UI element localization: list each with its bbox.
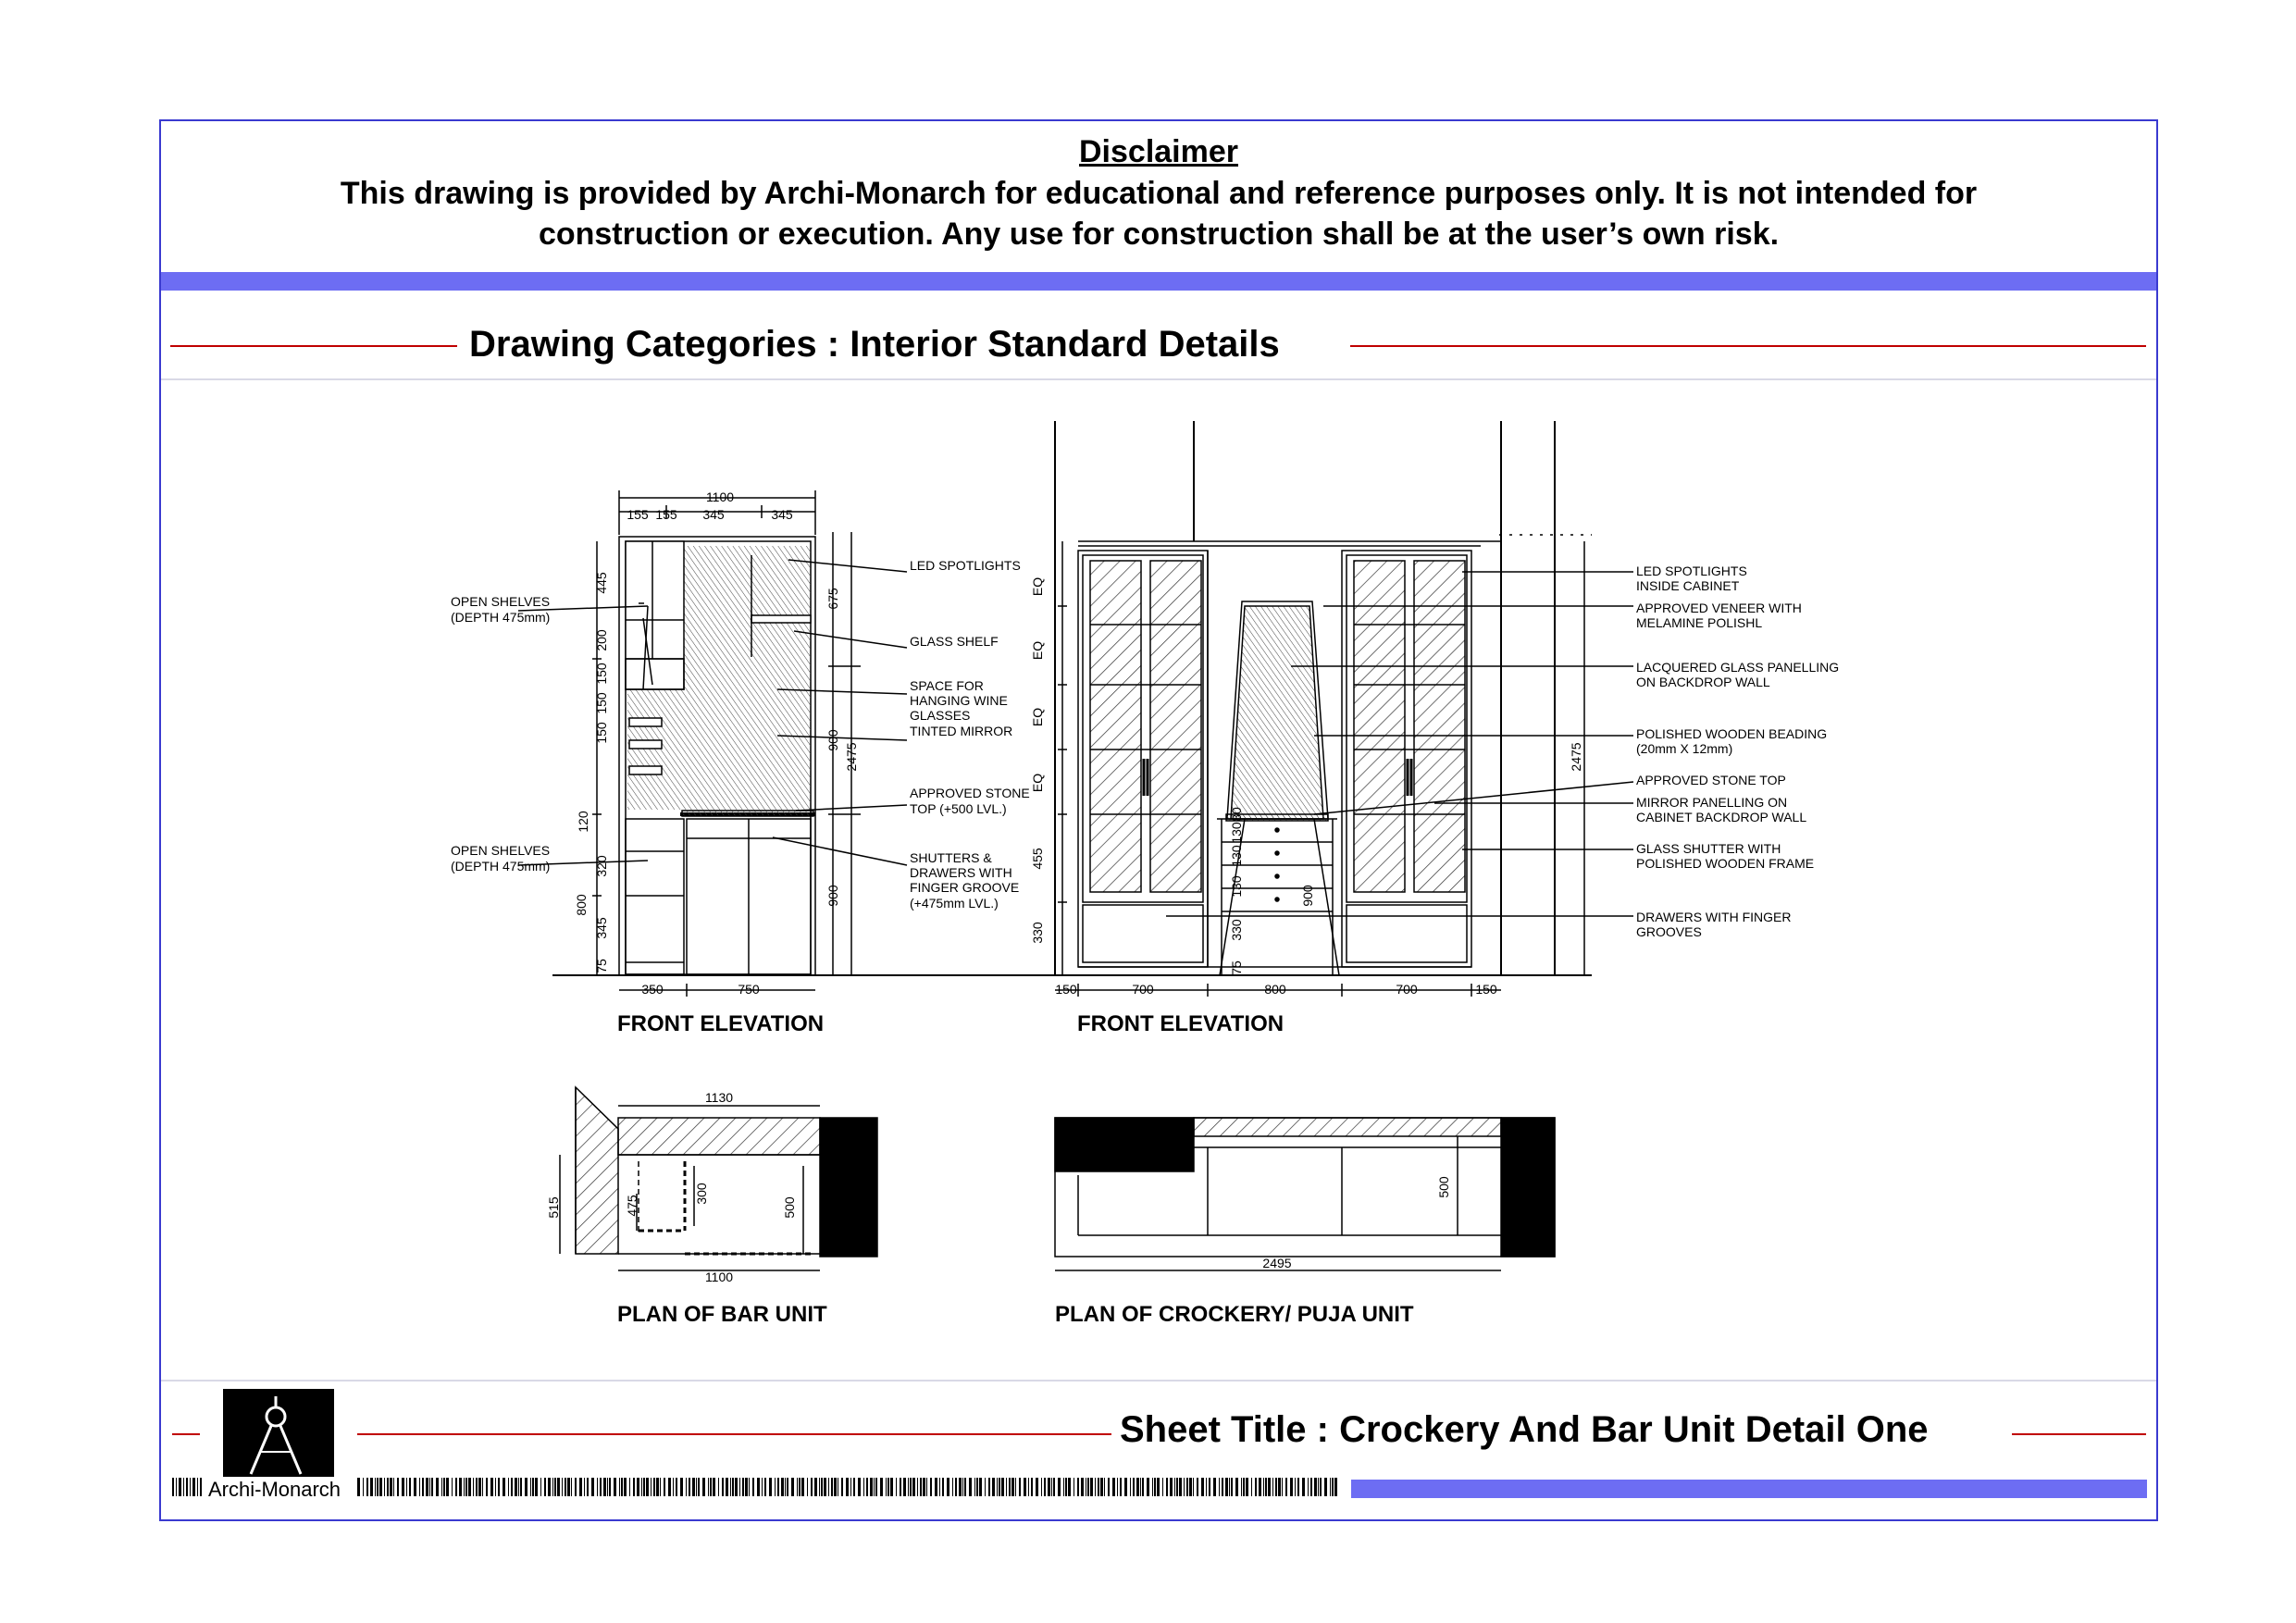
crock-plan-dim-right: 500 [1436, 1176, 1451, 1198]
bar-label-open-shelves-top-depth: (DEPTH 475mm) [451, 610, 551, 625]
bar-dim-345b: 345 [771, 507, 793, 522]
crock-dim-75: 75 [1229, 960, 1244, 975]
crock-label-beading-2: (20mm X 12mm) [1636, 741, 1733, 756]
bar-dim-200: 200 [594, 629, 609, 651]
bar-dim-445: 445 [594, 572, 609, 594]
bar-dim-150c: 150 [594, 722, 609, 744]
bar-label-shutters-3: FINGER GROOVE [910, 880, 1020, 895]
crock-dim-130c: 130 [1229, 822, 1244, 844]
crock-dim-eq1: EQ [1030, 576, 1045, 597]
bar-plan-dim-top: 1130 [704, 1090, 734, 1105]
bar-label-stone-1: APPROVED STONE [910, 786, 1030, 800]
brand-name: Archi-Monarch [208, 1478, 341, 1501]
crock-dim-150a: 150 [1055, 982, 1077, 997]
bar-dim-150a: 150 [594, 663, 609, 685]
bar-dim-total: 1100 [705, 489, 735, 504]
bar-dim-150b: 150 [594, 692, 609, 714]
bar-plan-dim-bottom: 1100 [704, 1270, 734, 1284]
bar-dim-155a: 155 [627, 507, 649, 522]
crock-dim-900: 900 [1300, 885, 1315, 907]
crock-dim-130b: 130 [1229, 845, 1244, 867]
crock-dim-800: 800 [1264, 982, 1286, 997]
bar-dim-750: 750 [738, 982, 760, 997]
bar-label-space-2: HANGING WINE [910, 693, 1008, 708]
crock-label-lacquered-1: LACQUERED GLASS PANELLING [1636, 660, 1840, 675]
bar-label-open-shelves-top: OPEN SHELVES [451, 594, 551, 609]
bar-label-shutters-4: (+475mm LVL.) [910, 896, 999, 911]
bar-label-stone-2: TOP (+500 LVL.) [910, 801, 1007, 816]
disclaimer-title: Disclaimer [1079, 134, 1238, 169]
bar-label-space-3: GLASSES [910, 708, 971, 723]
bar-dim-155b: 155 [655, 507, 677, 522]
crock-dim-150b: 150 [1475, 982, 1497, 997]
crock-dim-455: 455 [1030, 848, 1045, 870]
bar-dim-350: 350 [641, 982, 664, 997]
crock-label-led-2: INSIDE CABINET [1636, 578, 1740, 593]
crock-dim-eq4: EQ [1030, 773, 1045, 793]
crock-dim-80: 80 [1229, 807, 1244, 822]
crock-label-lacquered-2: ON BACKDROP WALL [1636, 675, 1770, 689]
crock-dim-2475: 2475 [1569, 742, 1583, 772]
bar-elevation-title: FRONT ELEVATION [617, 1011, 825, 1036]
crock-label-mirror-2: CABINET BACKDROP WALL [1636, 810, 1807, 824]
crock-dim-eq3: EQ [1030, 707, 1045, 727]
crock-label-drawers-2: GROOVES [1636, 924, 1702, 939]
crockery-front-elevation [1030, 421, 1839, 1036]
crock-dim-m330: 330 [1229, 919, 1244, 941]
bar-dim-75: 75 [594, 959, 609, 973]
bar-dim-320: 320 [594, 855, 609, 877]
bar-dim-345: 345 [594, 917, 609, 939]
bar-dim-345a: 345 [702, 507, 725, 522]
crock-label-glass-2: POLISHED WOODEN FRAME [1636, 856, 1815, 871]
bar-label-open-shelves-bottom-depth: (DEPTH 475mm) [451, 859, 551, 873]
bar-dim-900b: 900 [825, 885, 840, 907]
crock-label-veneer-2: MELAMINE POLISHL [1636, 615, 1763, 630]
sheet-title: Sheet Title : Crockery And Bar Unit Detail One [1120, 1409, 1929, 1450]
crock-dim-700a: 700 [1132, 982, 1154, 997]
bar-dim-800: 800 [574, 894, 589, 916]
bar-label-tinted: TINTED MIRROR [910, 724, 1013, 738]
crock-label-drawers-1: DRAWERS WITH FINGER [1636, 910, 1792, 924]
bar-dim-2475: 2475 [844, 742, 859, 772]
crock-label-glass-1: GLASS SHUTTER WITH [1636, 841, 1781, 856]
bar-dim-675: 675 [825, 588, 840, 610]
disclaimer-line-1: This drawing is provided by Archi-Monarch for educational and reference purposes only. It is not intended for [340, 176, 1978, 211]
bar-plan-dim-300: 300 [694, 1183, 709, 1205]
bar-plan [546, 1087, 877, 1327]
bar-plan-dim-left: 515 [546, 1196, 561, 1219]
category-title: Drawing Categories : Interior Standard Details [469, 324, 1280, 365]
crock-label-beading-1: POLISHED WOODEN BEADING [1636, 726, 1828, 741]
crock-dim-700b: 700 [1396, 982, 1418, 997]
crock-plan-dim-bottom: 2495 [1262, 1256, 1292, 1270]
bar-label-led: LED SPOTLIGHTS [910, 558, 1021, 573]
bar-plan-title: PLAN OF BAR UNIT [617, 1302, 827, 1327]
bar-label-glass-shelf: GLASS SHELF [910, 634, 999, 649]
bar-label-shutters-1: SHUTTERS & [910, 850, 992, 865]
crockery-elevation-title: FRONT ELEVATION [1077, 1011, 1285, 1036]
bar-dim-900a: 900 [825, 729, 840, 751]
disclaimer-line-2: construction or execution. Any use for construction shall be at the user’s own risk. [538, 217, 1780, 252]
crock-dim-130a: 130 [1229, 875, 1244, 898]
bar-dim-120: 120 [576, 811, 590, 833]
crock-label-led-1: LED SPOTLIGHTS [1636, 564, 1747, 578]
crock-label-mirror-1: MIRROR PANELLING ON [1636, 795, 1788, 810]
crock-dim-eq2: EQ [1030, 640, 1045, 661]
bar-label-shutters-2: DRAWERS WITH [910, 865, 1012, 880]
crockery-plan-title: PLAN OF CROCKERY/ PUJA UNIT [1055, 1302, 1414, 1327]
bar-plan-dim-500: 500 [782, 1196, 797, 1219]
bar-plan-dim-475: 475 [625, 1195, 639, 1217]
bar-label-space-1: SPACE FOR [910, 678, 984, 693]
bar-label-open-shelves-bottom: OPEN SHELVES [451, 843, 551, 858]
crock-dim-330: 330 [1030, 922, 1045, 944]
crockery-plan [1055, 1118, 1555, 1327]
crock-label-stone: APPROVED STONE TOP [1636, 773, 1786, 787]
crock-label-veneer-1: APPROVED VENEER WITH [1636, 601, 1802, 615]
